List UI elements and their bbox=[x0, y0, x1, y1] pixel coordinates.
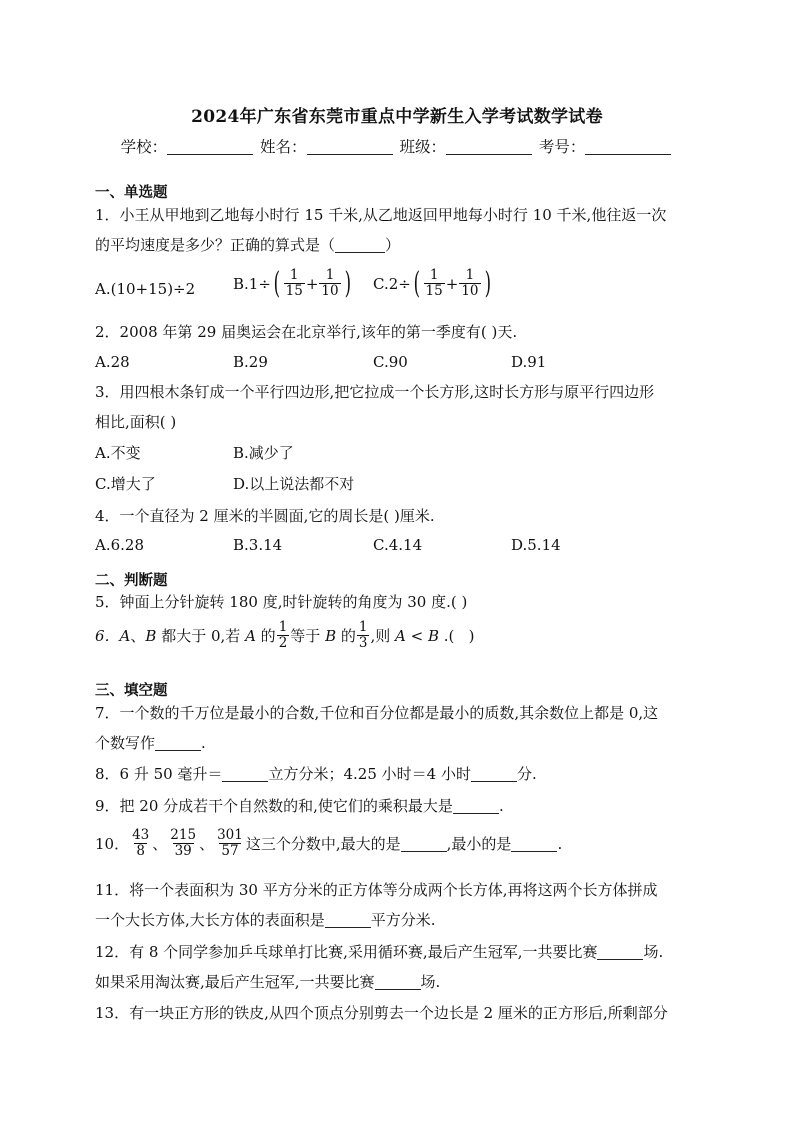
q5-text: 5．钟面上分针旋转 180 度,时针旋转的角度为 30 度.( ) bbox=[95, 593, 468, 611]
q11-line2 bbox=[95, 910, 436, 930]
student-info-row bbox=[0, 135, 794, 157]
q6-number: 6． bbox=[95, 627, 120, 645]
name-blank[interactable] bbox=[307, 138, 393, 155]
q8-blank-2[interactable] bbox=[471, 766, 517, 782]
q12-blank-2[interactable] bbox=[375, 974, 421, 990]
q9-stem-end: . bbox=[498, 797, 504, 815]
var-b: B bbox=[145, 626, 157, 645]
q8-part3: 分. bbox=[516, 765, 537, 783]
section-heading-true-false: 二、判断题 bbox=[95, 573, 168, 589]
q3-option-a: A.不变 bbox=[95, 444, 141, 462]
q13-line1: 13．有一块正方形的铁皮,从四个顶点分别剪去一个边长是 2 厘米的正方形后,所剩部分 bbox=[95, 1004, 668, 1022]
fraction: $\frac{43}{8}$ bbox=[132, 827, 150, 859]
fraction: $\frac{1}{10}$ bbox=[461, 267, 479, 299]
q10-stem-end: . bbox=[557, 834, 563, 853]
section-heading-single-choice: 一、单选题 bbox=[95, 185, 168, 201]
var-a: A bbox=[245, 626, 256, 645]
q6-text-part: 都大于 0,若 bbox=[156, 627, 246, 645]
var-a: A bbox=[119, 626, 131, 645]
q7-stem-end: . bbox=[201, 734, 206, 752]
q12-stem-2-end: 场. bbox=[420, 973, 441, 991]
q9-stem: 9．把 20 分成若干个自然数的和,使它们的乘积最大是 bbox=[95, 797, 453, 815]
q2-text: 2．2008 年第 29 届奥运会在北京举行,该年的第一季度有( )天. bbox=[95, 323, 518, 341]
name-label: 姓名： bbox=[260, 138, 307, 156]
q10-blank-1[interactable] bbox=[401, 836, 447, 852]
q6-inequality: A < B bbox=[395, 626, 439, 645]
q4-text: 4．一个直径为 2 厘米的半圆面,它的周长是( )厘米. bbox=[95, 507, 435, 525]
fraction: $\frac{1}{15}$ bbox=[285, 267, 303, 299]
left-paren: ( bbox=[413, 265, 420, 301]
school-blank[interactable] bbox=[167, 138, 253, 155]
q9-text bbox=[95, 796, 504, 816]
q9-answer-blank[interactable] bbox=[453, 798, 499, 814]
school-label: 学校： bbox=[120, 138, 168, 156]
q2-option-a: A.28 bbox=[95, 353, 130, 371]
q3-line1: 3．用四根木条钉成一个平行四边形,把它拉成一个长方形,这时长方形与原平行四边形 bbox=[95, 383, 655, 401]
q6-text-part: 的 bbox=[336, 627, 356, 645]
q7-stem: 个数写作 bbox=[95, 734, 156, 752]
q4-option-a: A.6.28 bbox=[95, 536, 144, 554]
q1-stem: 的平均速度是多少？正确的算式是（ bbox=[95, 236, 336, 254]
fraction-one-third: $\frac{1}{3}$ bbox=[358, 619, 368, 651]
q2-option-b: B.29 bbox=[233, 353, 268, 371]
q11-stem: 一个大长方体,大长方体的表面积是 bbox=[95, 911, 325, 929]
q7-line1: 7．一个数的千万位是最小的合数,千位和百分位都是最小的质数,其余数位上都是 0,这 bbox=[95, 704, 659, 722]
q10-number: 10． bbox=[95, 835, 130, 853]
q1-answer-blank[interactable] bbox=[335, 237, 385, 253]
q12-stem-end: 场. bbox=[643, 943, 664, 961]
q2-option-c: C.90 bbox=[373, 353, 408, 371]
q3-option-b: B.减少了 bbox=[233, 444, 294, 462]
q12-stem-2: 如果采用淘汰赛,最后产生冠军,一共要比赛 bbox=[95, 973, 375, 991]
separator: 、 bbox=[199, 835, 215, 853]
separator: 、 bbox=[130, 627, 146, 645]
q6-text-part: .( ) bbox=[438, 626, 475, 645]
class-label: 班级： bbox=[399, 138, 446, 156]
q1-option-c-prefix: C.2÷ bbox=[373, 274, 411, 293]
right-paren: ) bbox=[344, 265, 351, 301]
q4-option-b: B.3.14 bbox=[233, 536, 283, 554]
fraction-one-half: $\frac{1}{2}$ bbox=[278, 619, 288, 651]
page-title: 2024年广东省东莞市重点中学新生入学考试数学试卷 bbox=[191, 107, 603, 127]
q1-stem-end: ） bbox=[385, 236, 401, 254]
q3-option-c: C.增大了 bbox=[95, 475, 156, 493]
plus-sign: + bbox=[445, 274, 459, 293]
q11-line1: 11．将一个表面积为 30 平方分米的正方体等分成两个长方体,再将这两个长方体拼成 bbox=[95, 881, 658, 899]
q12-line1 bbox=[95, 942, 663, 962]
q1-option-c bbox=[373, 265, 493, 301]
q10-stem-mid: ,最小的是 bbox=[446, 835, 512, 853]
q8-part1: 8．6 升 50 毫升＝ bbox=[95, 765, 223, 783]
number-label: 考号： bbox=[538, 138, 586, 156]
plus-sign: + bbox=[305, 274, 319, 293]
q1-option-a: A.(10+15)÷2 bbox=[95, 280, 196, 298]
q6-text-part: 等于 bbox=[290, 627, 326, 645]
left-paren: ( bbox=[273, 265, 280, 301]
q10-stem: 这三个分数中,最大的是 bbox=[245, 835, 401, 853]
q1-line1: 1．小王从甲地到乙地每小时行 15 千米,从乙地返回甲地每小时行 10 千米,他往返一次 bbox=[95, 206, 667, 224]
right-paren: ) bbox=[484, 265, 491, 301]
q8-blank-1[interactable] bbox=[222, 766, 268, 782]
fraction: $\frac{301}{57}$ bbox=[217, 827, 243, 859]
q3-line2: 相比,面积( ) bbox=[95, 413, 177, 431]
q7-answer-blank[interactable] bbox=[155, 735, 201, 751]
q12-blank-1[interactable] bbox=[597, 944, 643, 960]
fraction: $\frac{1}{10}$ bbox=[321, 267, 339, 299]
q12-stem: 12．有 8 个同学参加乒乓球单打比赛,采用循环赛,最后产生冠军,一共要比赛 bbox=[95, 943, 598, 961]
q12-line2 bbox=[95, 972, 440, 992]
fraction: $\frac{1}{15}$ bbox=[425, 267, 443, 299]
q1-line2 bbox=[95, 235, 400, 255]
fraction: $\frac{215}{39}$ bbox=[170, 827, 197, 859]
q7-line2 bbox=[95, 733, 206, 753]
q11-stem-end: 平方分米. bbox=[370, 911, 436, 929]
q4-option-d: D.5.14 bbox=[511, 536, 561, 554]
q11-answer-blank[interactable] bbox=[325, 912, 371, 928]
q10-text bbox=[95, 828, 562, 859]
q8-text bbox=[95, 764, 537, 784]
q6-text bbox=[95, 620, 475, 651]
section-heading-fill-blank: 三、填空题 bbox=[95, 683, 168, 699]
q1-option-b-prefix: B.1÷ bbox=[233, 274, 271, 293]
class-blank[interactable] bbox=[446, 138, 532, 155]
q6-text-part: ,则 bbox=[370, 627, 396, 645]
var-b: B bbox=[325, 626, 337, 645]
q1-option-b bbox=[233, 265, 353, 301]
separator: 、 bbox=[152, 835, 168, 853]
q4-option-c: C.4.14 bbox=[373, 536, 423, 554]
q10-blank-2[interactable] bbox=[511, 836, 557, 852]
number-blank[interactable] bbox=[585, 138, 671, 155]
q6-text-part: 的 bbox=[255, 627, 276, 645]
q3-option-d: D.以上说法都不对 bbox=[233, 475, 355, 493]
q8-part2: 立方分米；4.25 小时＝4 小时 bbox=[268, 765, 471, 783]
q2-option-d: D.91 bbox=[511, 353, 547, 371]
